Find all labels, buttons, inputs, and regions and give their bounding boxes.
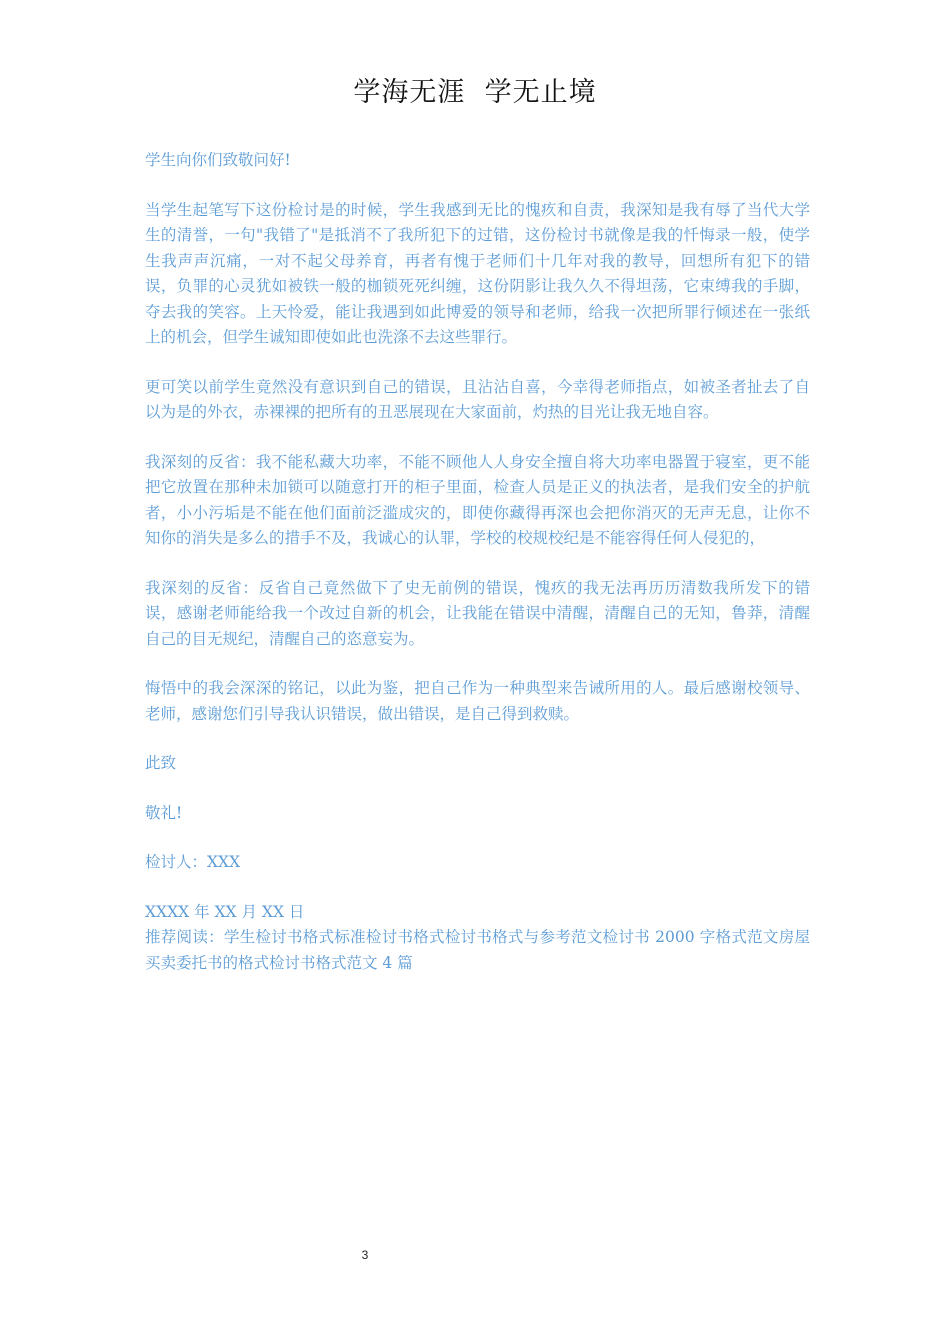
letter-signer: 检讨人：XXX (145, 853, 241, 871)
recommended-reading: 推荐阅读：学生检讨书格式标准检讨书格式检讨书格式与参考范文检讨书 2000 字格式范文房屋买卖委托书的格式检讨书格式范文 4 篇 (145, 928, 810, 972)
letter-closing-salutation: 此致 (145, 754, 177, 772)
page-number: 3 (361, 1248, 369, 1262)
letter-date: XXXX 年 XX 月 XX 日 (145, 902, 305, 921)
letter-paragraph-1: 当学生起笔写下这份检讨是的时候，学生我感到无比的愧疚和自责，我深知是我有辱了当代大学生的清誉，一句"我错了"是抵消不了我所犯下的过错，这份检讨书就像是我的忏悔录一般，使学生我声声沉痛，一对不起父母养育，再者有愧于老师们十几年对我的教导，回想所有犯下的错误，负罪的心灵犹如被铁一般的枷锁死死纠缠，这份阴影让我久久不得坦荡，它束缚我的手脚，夺去我的笑容。上天怜爱，能让我遇到如此博爱的领导和老师，给我一次把所罪行倾述在一张纸上的机会，但学生诚知即使如此也洗涤不去这些罪行。 (145, 200, 810, 346)
letter-paragraph-5: 悔悟中的我会深深的铭记，以此为鉴，把自己作为一种典型来告诫所用的人。最后感谢校领导、老师，感谢您们引导我认识错误，做出错误，是自己得到救赎。 (145, 679, 810, 723)
letter-closing-regards: 敬礼! (145, 803, 183, 822)
page-header-title: 学海无涯 学无止境 (353, 77, 597, 108)
letter-paragraph-3: 我深刻的反省：我不能私藏大功率，不能不顾他人人身安全擅自将大功率电器置于寝室，更不能把它放置在那种未加锁可以随意打开的柜子里面，检查人员是正义的执法者，是我们安全的护航者，小小污垢是不能在他们面前泛滥成灾的，即使你藏得再深也会把你消灭的无声无息，让你不知你的消失是多么的措手不及，我诚心的认罪，学校的校规校纪是不能容得任何人侵犯的， (145, 452, 810, 547)
letter-paragraph-2: 更可笑以前学生竟然没有意识到自己的错误，且沾沾自喜，今幸得老师指点，如被圣者扯去了自以为是的外衣，赤裸裸的把所有的丑恶展现在大家面前，灼热的目光让我无地自容。 (145, 377, 810, 421)
letter-paragraph-4: 我深刻的反省：反省自己竟然做下了史无前例的错误，愧疚的我无法再历历清数我所发下的错误，感谢老师能给我一个改过自新的机会，让我能在错误中清醒，清醒自己的无知，鲁莽，清醒自己的目无规纪，清醒自己的恣意妄为。 (145, 578, 810, 648)
letter-body (145, 148, 810, 976)
letter-greeting: 学生向你们致敬问好! (145, 151, 291, 169)
